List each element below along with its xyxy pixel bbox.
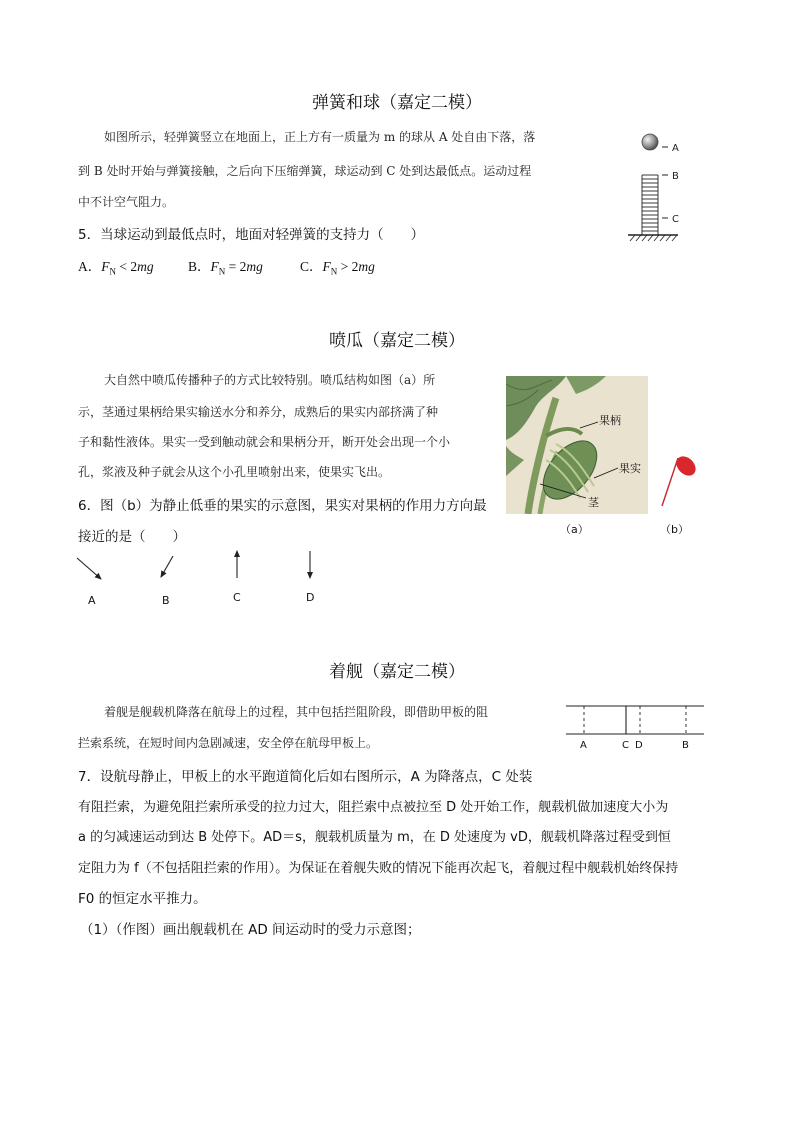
section2-title: 喷瓜（嘉定二模） [329, 331, 465, 351]
label-fruit: 果实 [619, 462, 641, 475]
section3-title: 着舰（嘉定二模） [329, 662, 465, 682]
question-7-line: 7．设航母静止，甲板上的水平跑道简化后如右图所示，A 为降落点，C 处装 [78, 769, 533, 785]
squirting-cucumber-figure-b [656, 446, 704, 512]
section3-intro-line: 拦索系统，在短时间内急剧减速，安全停在航母甲板上。 [78, 736, 379, 750]
spring-ball-figure [622, 128, 692, 246]
section1-intro-line: 中不计空气阻力。 [78, 195, 175, 209]
runway-label-a: A [580, 740, 587, 751]
arrow-label-a: A [88, 594, 96, 607]
arrow-a [77, 558, 101, 579]
ball [642, 134, 658, 150]
section2-intro-line: 子和黏性液体。果实一受到触动就会和果柄分开，断开处会出现一个小 [78, 435, 451, 449]
option-b: B．$F_N = 2mg$ [188, 259, 263, 277]
label-a: A [672, 143, 679, 154]
section2-intro-line: 孔，浆液及种子就会从这个小孔里喷射出来，使果实飞出。 [78, 465, 391, 479]
arrow-label-c: C [233, 591, 241, 604]
label-stem-handle: 果柄 [599, 414, 621, 427]
figure-b-stem [662, 458, 678, 506]
figure-b-fruit [673, 453, 700, 480]
option-c: C．$F_N > 2mg$ [300, 259, 375, 277]
squirting-cucumber-figure-a [506, 376, 648, 514]
arrow-label-d: D [306, 591, 315, 604]
question-7-line: a 的匀减速运动到达 B 处停下。AD＝s，舰载机质量为 m，在 D 处速度为 vD，舰载机降落过程受到恒 [78, 830, 671, 845]
label-c: C [672, 214, 679, 225]
runway-figure [564, 700, 708, 752]
section1-intro-line: 如图所示，轻弹簧竖立在地面上，正上方有一质量为 m 的球从 A 处自由下落，落 [104, 130, 536, 144]
question-7-line: F0 的恒定水平推力。 [78, 891, 207, 907]
arrow-b [161, 556, 173, 577]
sub-question-1: （1）（作图）画出舰载机在 AD 间运动时的受力示意图； [80, 922, 421, 938]
option-a: A．$F_N < 2mg$ [78, 259, 154, 277]
question-7-line: 定阻力为 f（不包括阻拦索的作用）。为保证在着舰失败的情况下能再次起飞，着舰过程中舰载机始终保持 [78, 861, 679, 876]
section2-intro-line: 示，茎通过果柄给果实输送水分和养分，成熟后的果实内部挤满了种 [78, 405, 439, 419]
section1-intro-line: 到 B 处时开始与弹簧接触，之后向下压缩弹簧，球运动到 C 处到达最低点。运动过程 [78, 164, 532, 178]
question-5: 5．当球运动到最低点时，地面对轻弹簧的支持力（ ） [78, 227, 425, 243]
caption-a: （a） [560, 523, 589, 536]
runway-label-b: B [682, 740, 689, 751]
runway-label-d: D [635, 740, 643, 751]
section2-intro-line: 大自然中喷瓜传播种子的方式比较特别。喷瓜结构如图（a）所 [104, 373, 436, 387]
spring [642, 175, 658, 235]
label-b: B [672, 171, 679, 182]
runway-label-c: C [622, 740, 629, 751]
caption-b: （b） [660, 523, 689, 536]
label-stem: 茎 [588, 496, 599, 509]
section3-intro-line: 着舰是舰载机降落在航母上的过程，其中包括拦阻阶段，即借助甲板的阻 [104, 705, 489, 719]
section1-title: 弹簧和球（嘉定二模） [312, 93, 482, 113]
question-7-line: 有阻拦索，为避免阻拦索所承受的拉力过大，阻拦索中点被拉至 D 处开始工作，舰载机做加速度大小为 [78, 800, 669, 815]
arrow-label-b: B [162, 594, 170, 607]
question-6-line: 接近的是（ ） [78, 529, 186, 545]
question-6-line: 6．图（b）为静止低垂的果实的示意图，果实对果柄的作用力方向最 [78, 498, 487, 514]
arrow-options [70, 548, 340, 610]
